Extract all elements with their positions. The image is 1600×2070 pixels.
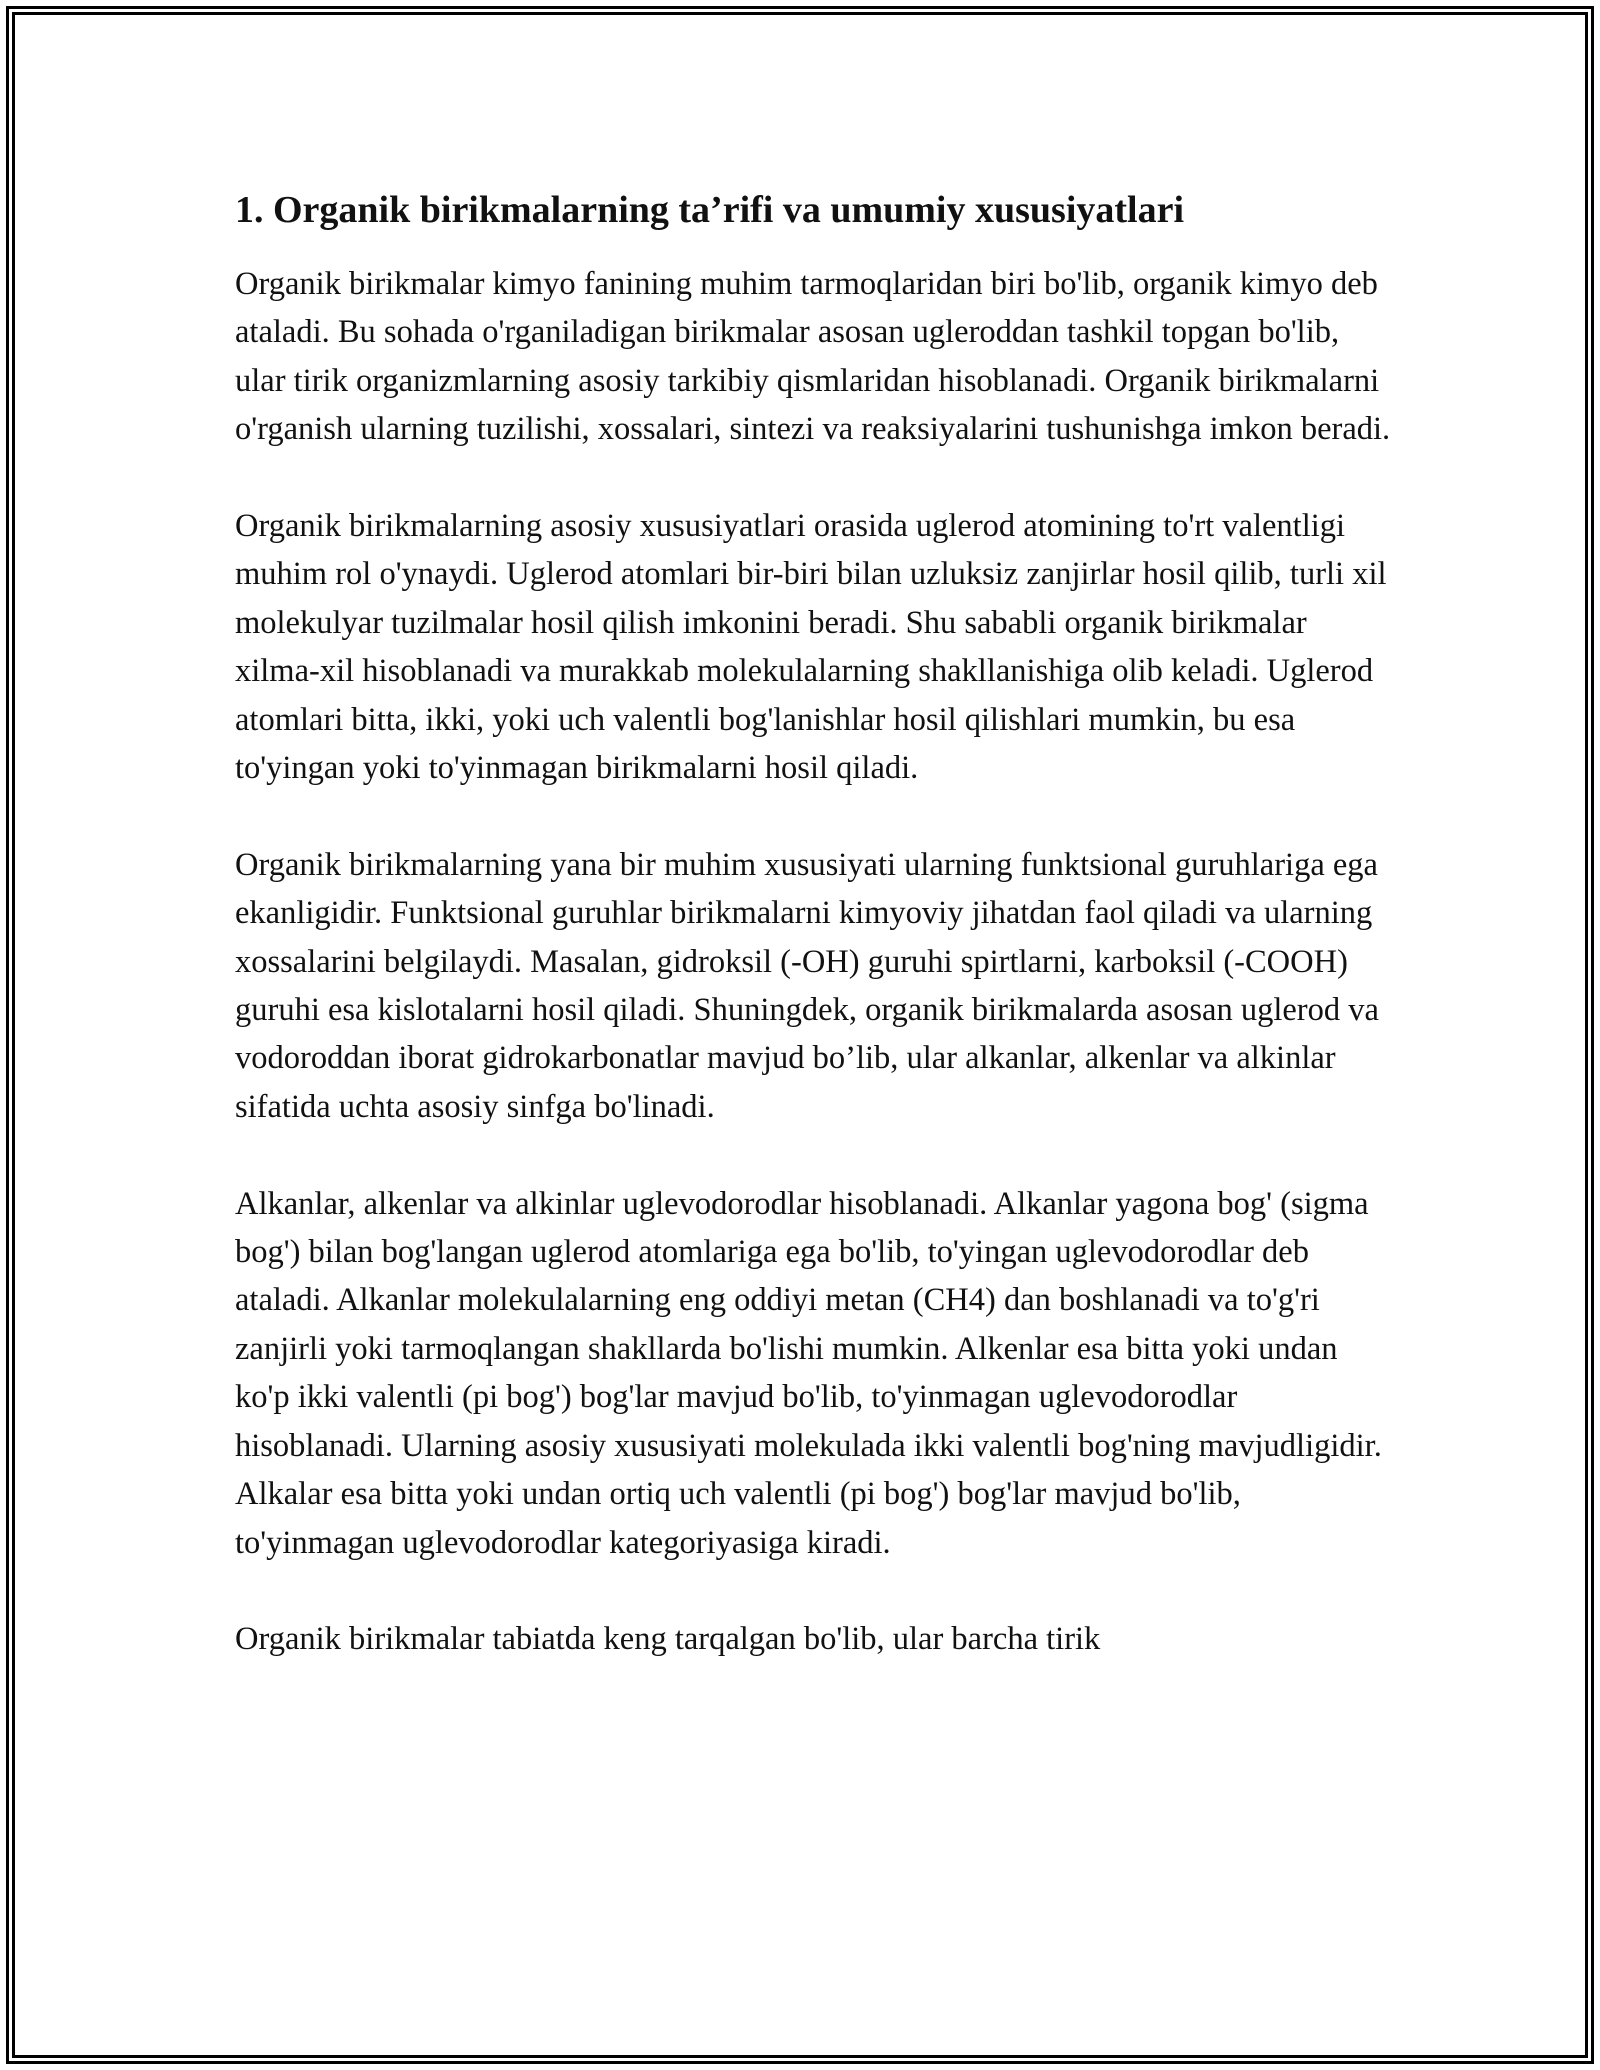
paragraph-2: Organik birikmalarning asosiy xususiyatlari orasida uglerod atomining to'rt valentligi muhim rol o'ynaydi. Uglerod atomlari bir-biri bilan uzluksiz zanjirlar hosil qilib, turli xil molekulyar tuzilmalar hosil qilish imkonini beradi. Shu sababli organik birikmalar xilma-xil hisoblanadi va murakkab molekulalarning shakllanishiga olib keladi. Uglerod atomlari bitta, ikki, yoki uch valentli bog'lanishlar hosil qilishlari mumkin, bu esa to'yingan yoki to'yinmagan birikmalarni hosil qiladi. xyxy=(235,508,1387,787)
paragraph-4: Alkanlar, alkenlar va alkinlar uglevodorodlar hisoblanadi. Alkanlar yagona bog' (sigma bog') bilan bog'langan uglerod atomlariga ega bo'lib, to'yingan uglevodorodlar deb ataladi. Alkanlar molekulalarning eng oddiyi metan (CH4) dan boshlanadi va to'g'ri zanjirli yoki tarmoqlangan shakllarda bo'lishi mumkin. Alkenlar esa bitta yoki undan ko'p ikki valentli (pi bog') bog'lar mavjud bo'lib, to'yinmagan uglevodorodlar hisoblanadi. Ularning asosiy xususiyati molekulada ikki valentli bog'ning mavjudligidir. Alkalar esa bitta yoki undan ortiq uch valentli (pi bog') bog'lar mavjud bo'lib, to'yinmagan uglevodorodlar kategoriyasiga kiradi. xyxy=(235,1185,1382,1561)
document-body xyxy=(235,186,1395,1664)
paragraph-1: Organik birikmalar kimyo fanining muhim tarmoqlaridan biri bo'lib, organik kimyo deb ataladi. Bu sohada o'rganiladigan birikmalar asosan ugleroddan tashkil topgan bo'lib, ular tirik organizmlarning asosiy tarkibiy qismlaridan hisoblanadi. Organik birikmalarni o'rganish ularning tuzilishi, xossalari, sintezi va reaksiyalarini tushunishga imkon beradi. xyxy=(235,266,1391,448)
paragraph-5: Organik birikmalar tabiatda keng tarqalgan bo'lib, ular barcha tirik xyxy=(235,1621,1101,1658)
section-heading: 1. Organik birikmalarning ta’rifi va umumiy xususiyatlari xyxy=(235,189,1185,231)
paragraph-3: Organik birikmalarning yana bir muhim xususiyati ularning funktsional guruhlariga ega ekanligidir. Funktsional guruhlar birikmalarni kimyoviy jihatdan faol qiladi va ularning xossalarini belgilaydi. Masalan, gidroksil (-OH) guruhi spirtlarni, karboksil (-COOH) guruhi esa kislotalarni hosil qiladi. Shuningdek, organik birikmalarda asosan uglerod va vodoroddan iborat gidrokarbonatlar mavjud bo’lib, ular alkanlar, alkenlar va alkinlar sifatida uchta asosiy sinfga bo'linadi. xyxy=(235,846,1379,1125)
